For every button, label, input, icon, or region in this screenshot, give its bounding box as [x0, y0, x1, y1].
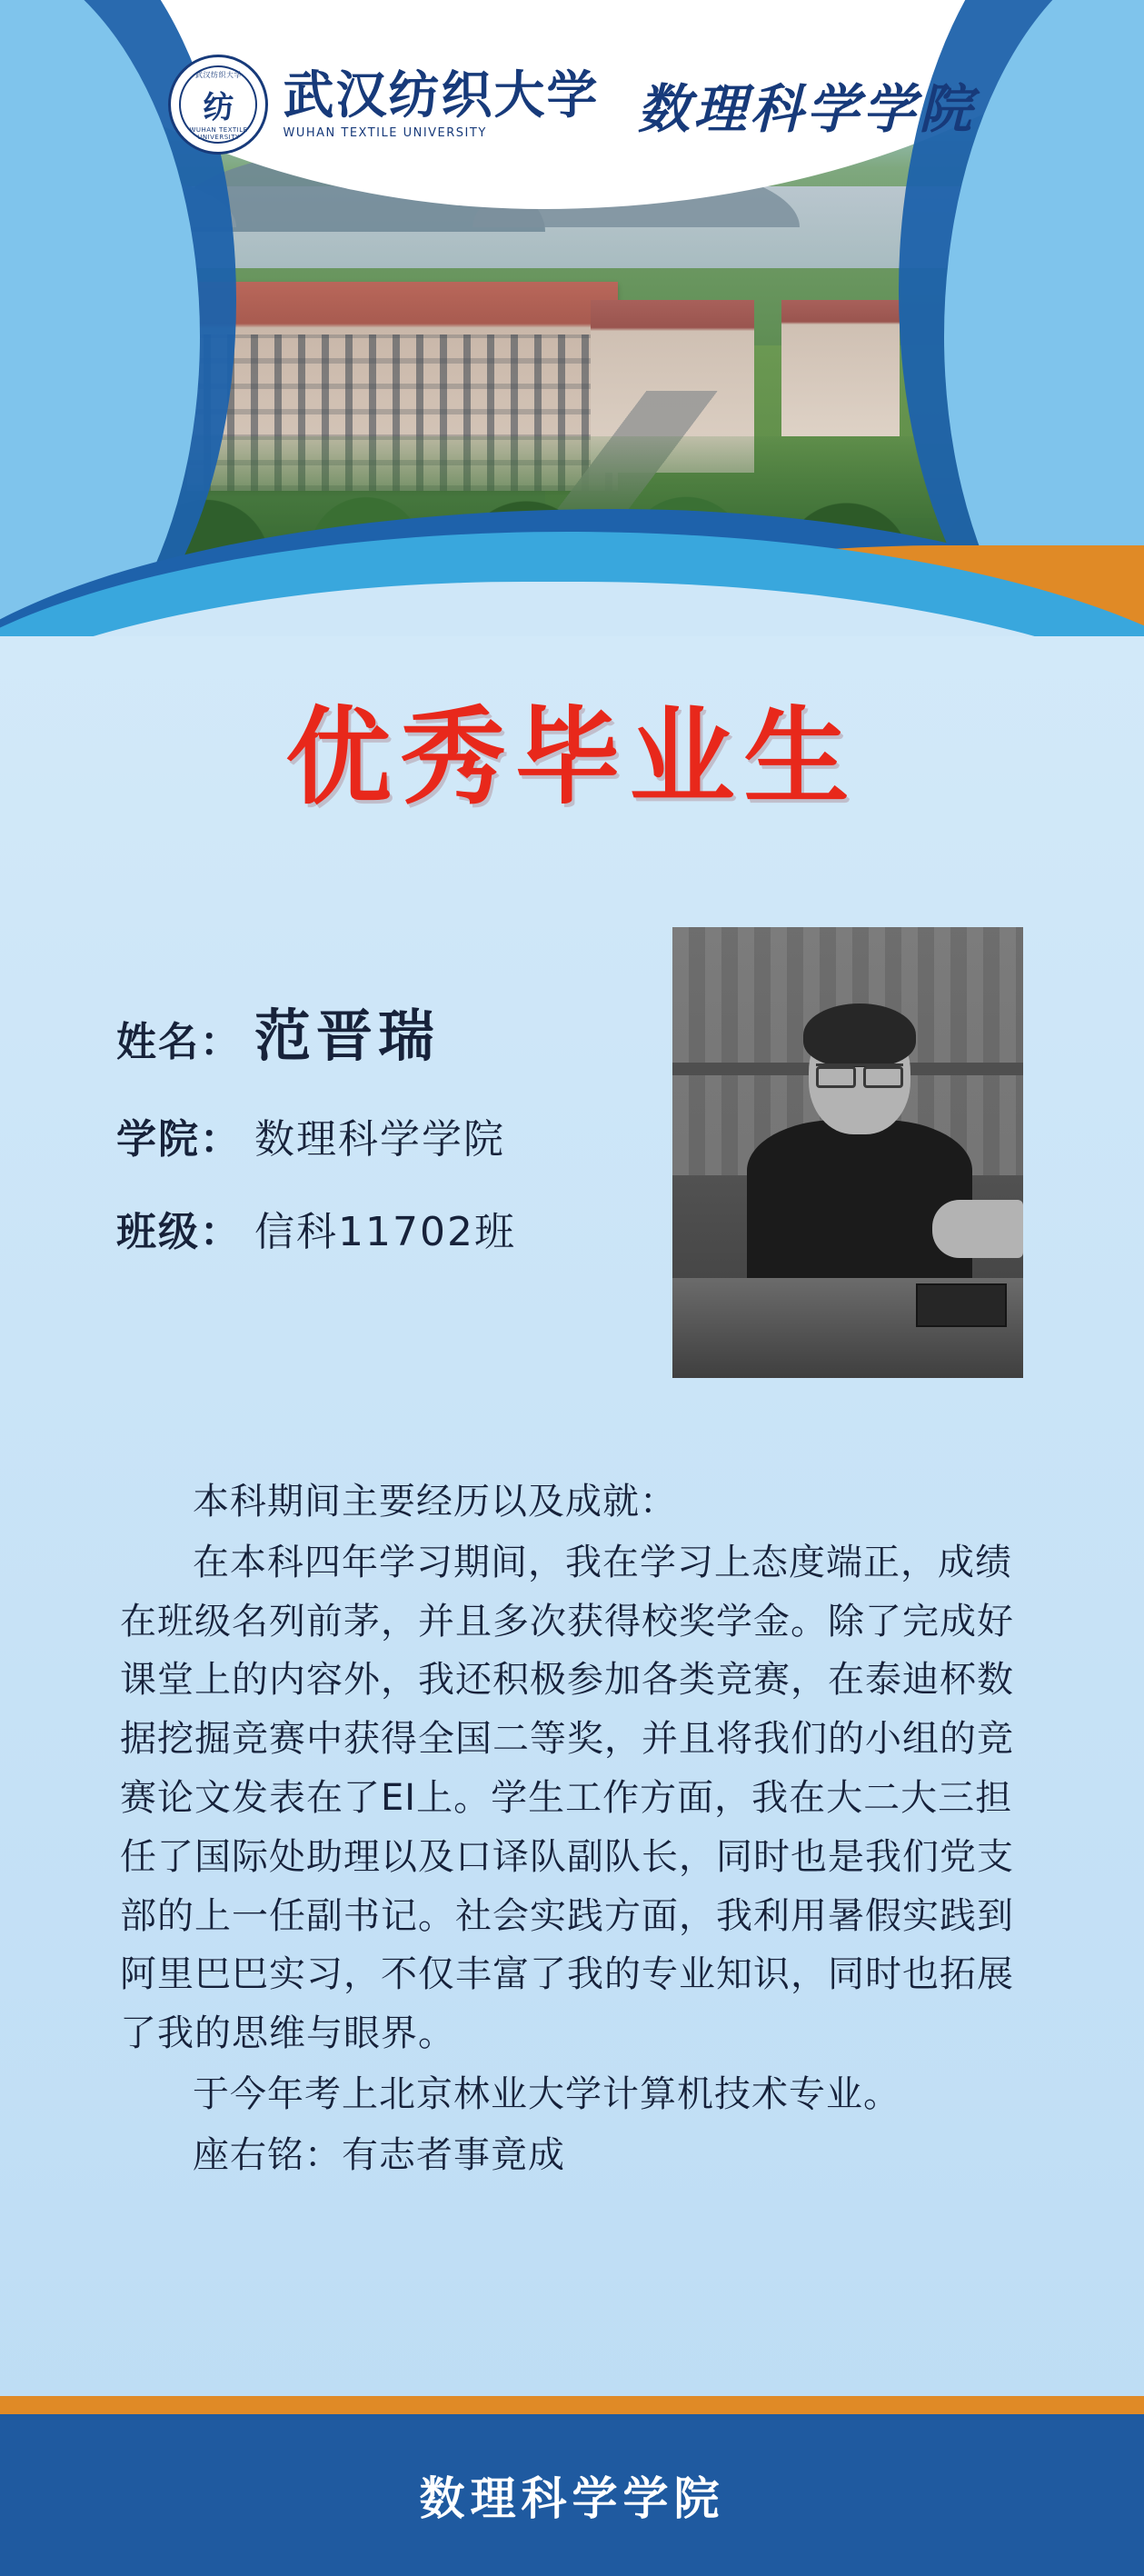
info-row-name [116, 991, 662, 1072]
info-row-class [116, 1199, 662, 1257]
header-logo-row [0, 55, 1144, 155]
seal-glyph: 纺 [203, 89, 234, 126]
university-name-block [283, 65, 600, 140]
info-row-college [116, 1106, 662, 1164]
student-portrait-photo [672, 927, 1023, 1378]
seal-ring-top-text: 武汉纺织大学 [194, 71, 242, 79]
university-name-cn: 武汉纺织大学 [283, 65, 600, 125]
footer-accent-bar [0, 2396, 1144, 2414]
bio-paragraph-1: 在本科四年学习期间，我在学习上态度端正，成绩在班级名列前茅，并且多次获得校奖学金。除了完成好课堂上的内容外，我还积极参加各类竞赛，在泰迪杯数据挖掘竞赛中获得全国二等奖，并且将我们的小组的竞赛论文发表在了EI上。学生工作方面，我在大二大三担任了国际处助理以及口译队副队长，同时也是我们党支部的上一任副书记。社会实践方面，我利用暑假实践到阿里巴巴实习，不仅丰富了我的专业知识，同时也拓展了我的思维与眼界。 [120, 1541, 1014, 2055]
student-info-block [116, 991, 662, 1292]
bio-heading: 本科期间主要经历以及成就： [193, 1481, 677, 1523]
page-title: 优秀毕业生 [285, 696, 859, 819]
footer-school-name: 数理科学学院 [419, 2472, 725, 2525]
seal-ring-bottom-text: WUHAN TEXTILE UNIVERSITY [189, 126, 248, 141]
class-label: 班级： [116, 1209, 242, 1255]
university-name-en: WUHAN TEXTILE UNIVERSITY [283, 125, 487, 140]
portrait-desk-object [916, 1283, 1007, 1327]
biography-text [120, 1473, 1029, 2187]
portrait-arm [932, 1200, 1023, 1258]
college-value: 数理科学学院 [254, 1116, 505, 1163]
header-banner [0, 0, 1144, 636]
glasses-icon [816, 1063, 903, 1083]
bio-paragraph-3: 座右铭：有志者事竟成 [193, 2133, 565, 2176]
name-value: 范晋瑞 [254, 1003, 441, 1069]
footer-bar [0, 2414, 1144, 2576]
portrait-hair [803, 1003, 916, 1067]
name-label: 姓名： [116, 1019, 242, 1065]
university-seal-icon [168, 55, 268, 155]
bio-paragraph-2: 于今年考上北京林业大学计算机技术专业。 [193, 2072, 900, 2115]
school-name-cn: 数理科学学院 [637, 78, 976, 140]
class-value: 信科11702班 [254, 1209, 516, 1255]
college-label: 学院： [116, 1116, 242, 1163]
